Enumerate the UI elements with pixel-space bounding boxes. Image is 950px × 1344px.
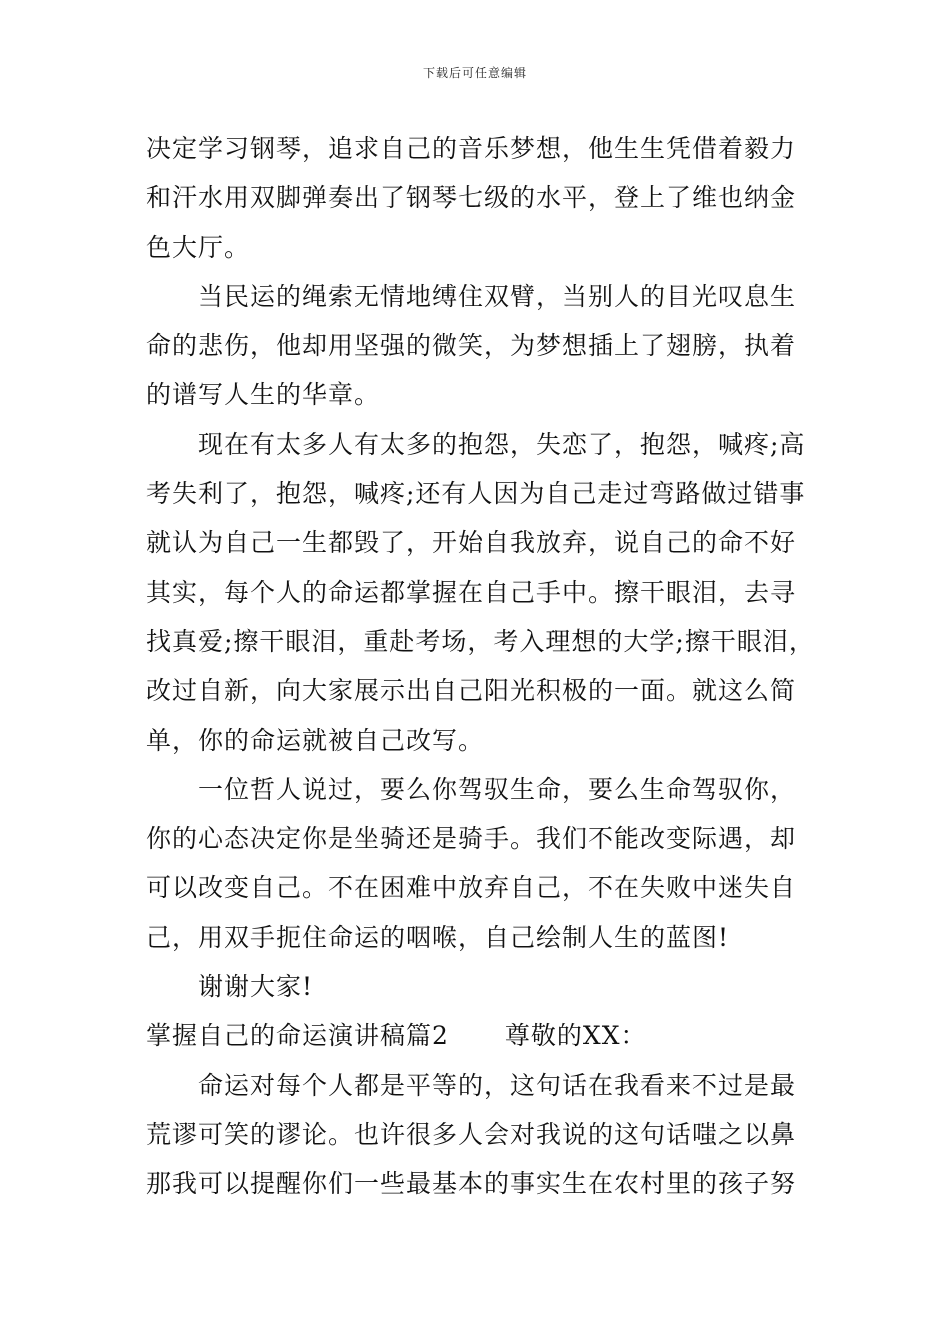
body-line: 你的心态决定你是坐骑还是骑手。我们不能改变际遇，却 <box>146 824 797 854</box>
body-line: 现在有太多人有太多的抱怨，失恋了，抱怨，喊疼;高 <box>198 429 806 459</box>
body-line: 其实，每个人的命运都掌握在自己手中。擦干眼泪，去寻 <box>146 577 797 607</box>
body-line: 那我可以提醒你们一些最基本的事实生在农村里的孩子努 <box>146 1169 797 1199</box>
body-line: 色大厅。 <box>146 232 251 262</box>
body-line: 可以改变自己。不在困难中放弃自己，不在失败中迷失自 <box>146 873 797 903</box>
body-line: 荒谬可笑的谬论。也许很多人会对我说的这句话嗤之以鼻 <box>146 1119 797 1149</box>
section-title: 掌握自己的命运演讲稿篇2 <box>146 1021 449 1051</box>
body-line: 单，你的命运就被自己改写。 <box>146 725 485 755</box>
salutation: 尊敬的XX： <box>504 1021 647 1051</box>
body-line: 谢谢大家! <box>198 972 314 1002</box>
body-line: 的谱写人生的华章。 <box>146 380 381 410</box>
body-line: 命运对每个人都是平等的，这句话在我看来不过是最 <box>198 1070 797 1100</box>
document-body <box>146 124 836 1209</box>
body-line: 和汗水用双脚弹奏出了钢琴七级的水平，登上了维也纳金 <box>146 183 797 213</box>
body-line: 当民运的绳索无情地缚住双臂，当别人的目光叹息生 <box>198 281 797 311</box>
page-header: 下载后可任意编辑 <box>422 66 527 80</box>
section-heading <box>146 1011 836 1060</box>
body-line: 考失利了，抱怨，喊疼;还有人因为自己走过弯路做过错事 <box>146 479 806 509</box>
body-line: 己，用双手扼住命运的咽喉，自己绘制人生的蓝图! <box>146 922 730 952</box>
body-line: 改过自新，向大家展示出自己阳光积极的一面。就这么简 <box>146 676 797 706</box>
body-line: 一位哲人说过，要么你驾驭生命，要么生命驾驭你， <box>198 774 797 804</box>
body-line: 就认为自己一生都毁了，开始自我放弃，说自己的命不好 <box>146 528 797 558</box>
body-line: 命的悲伤，他却用坚强的微笑，为梦想插上了翅膀，执着 <box>146 331 797 361</box>
body-line: 找真爱;擦干眼泪，重赴考场，考入理想的大学;擦干眼泪， <box>146 626 815 656</box>
body-line: 决定学习钢琴，追求自己的音乐梦想，他生生凭借着毅力 <box>146 134 797 163</box>
